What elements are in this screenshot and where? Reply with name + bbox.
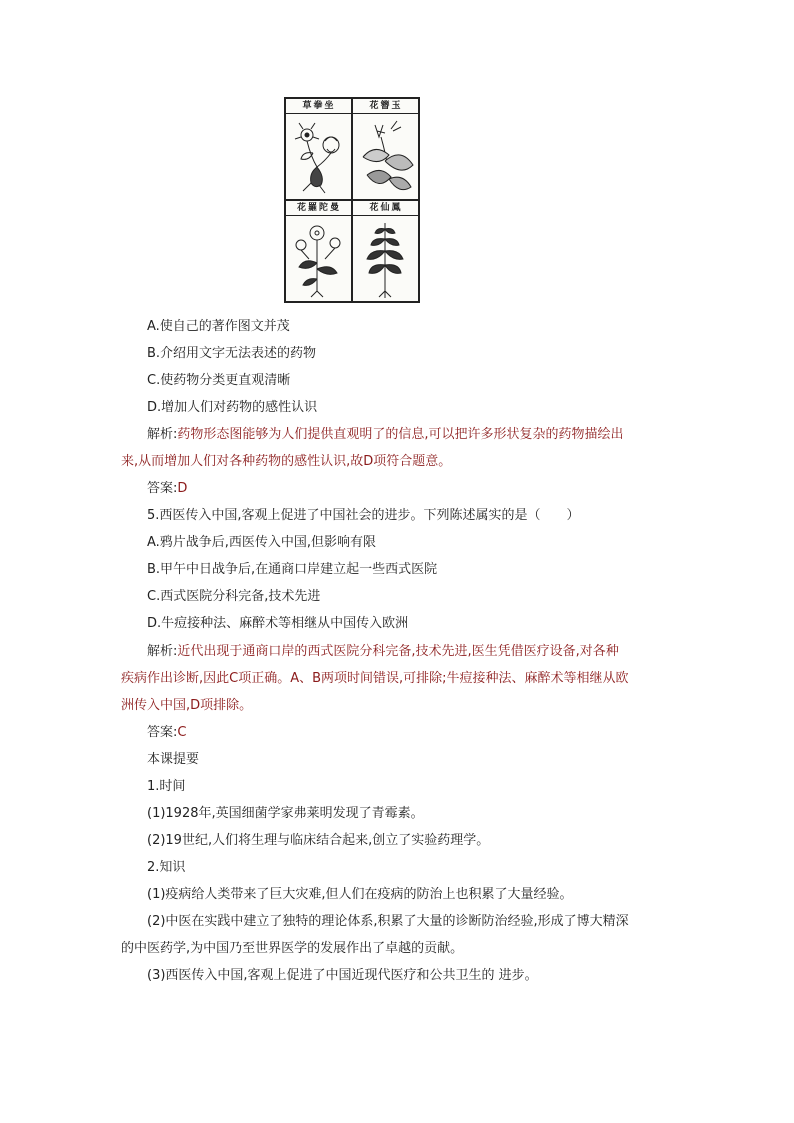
summary-knowledge-item: (3)西医传入中国,客观上促进了中国近现代医疗和公共卫生的 进步。 <box>147 968 538 983</box>
q4-analysis-cont: 来,从而增加人们对各种药物的感性认识,故D项符合题意。 <box>121 454 452 469</box>
q4-option-c: C.使药物分类更直观清晰 <box>147 373 291 388</box>
q5-stem: 5.西医传入中国,客观上促进了中国社会的进步。下列陈述属实的是（ ） <box>147 508 580 523</box>
q5-answer <box>147 724 186 742</box>
figure-panel-title: 花羅陀曼 <box>286 201 352 216</box>
plant-drawing-icon <box>355 117 417 197</box>
summary-knowledge-heading: 2.知识 <box>147 860 186 875</box>
answer-label: 答案: <box>147 725 178 740</box>
answer-value: D <box>177 481 188 496</box>
q5-analysis <box>147 643 619 661</box>
q5-option-c: C.西式医院分科完备,技术先进 <box>147 589 321 604</box>
plant-drawing-icon <box>355 219 417 299</box>
figure-panel-title: 花簪玉 <box>353 99 419 114</box>
analysis-text: 近代出现于通商口岸的西式医院分科完备,技术先进,医生凭借医疗设备,对各种 <box>177 644 619 659</box>
q4-option-b: B.介绍用文字无法表述的药物 <box>147 346 317 361</box>
q4-analysis <box>147 426 624 444</box>
figure-panel-2 <box>353 99 419 197</box>
figure-panel-4 <box>353 201 419 299</box>
summary-time-heading: 1.时间 <box>147 779 186 794</box>
figure-panel-1 <box>286 99 352 197</box>
q4-option-d: D.增加人们对药物的感性认识 <box>147 400 318 415</box>
q5-analysis-cont: 洲传入中国,D项排除。 <box>121 698 253 713</box>
summary-knowledge-item-cont: 的中医药学,为中国乃至世界医学的发展作出了卓越的贡献。 <box>121 941 464 956</box>
q5-option-a: A.鸦片战争后,西医传入中国,但影响有限 <box>147 535 377 550</box>
summary-knowledge-item: (1)疫病给人类带来了巨大灾难,但人们在疫病的防治上也积累了大量经验。 <box>147 887 573 902</box>
figure-panel-title: 草拳坐 <box>286 99 352 114</box>
q5-option-d: D.牛痘接种法、麻醉术等相继从中国传入欧洲 <box>147 616 409 631</box>
analysis-label: 解析: <box>147 644 178 659</box>
plant-drawing-icon <box>289 117 349 197</box>
figure-panel-title: 花仙鳳 <box>353 201 419 216</box>
plant-drawing-icon <box>289 219 349 299</box>
summary-heading: 本课提要 <box>147 752 200 767</box>
answer-value: C <box>177 725 187 740</box>
q5-analysis-cont: 疾病作出诊断,因此C项正确。A、B两项时间错误,可排除;牛痘接种法、麻醉术等相继从欧 <box>121 671 629 686</box>
summary-time-item: (1)1928年,英国细菌学家弗莱明发现了青霉素。 <box>147 806 424 821</box>
answer-label: 答案: <box>147 481 178 496</box>
summary-time-item: (2)19世纪,人们将生理与临床结合起来,创立了实验药理学。 <box>147 833 490 848</box>
q4-answer <box>147 480 187 498</box>
q5-option-b: B.甲午中日战争后,在通商口岸建立起一些西式医院 <box>147 562 438 577</box>
figure-panel-3 <box>286 201 352 299</box>
analysis-text: 药物形态图能够为人们提供直观明了的信息,可以把许多形状复杂的药物描绘出 <box>177 427 624 442</box>
summary-knowledge-item: (2)中医在实践中建立了独特的理论体系,积累了大量的诊断防治经验,形成了博大精深 <box>147 914 629 929</box>
q4-option-a: A.使自己的著作图文并茂 <box>147 319 290 334</box>
herbal-illustration-figure <box>284 97 420 303</box>
analysis-label: 解析: <box>147 427 178 442</box>
